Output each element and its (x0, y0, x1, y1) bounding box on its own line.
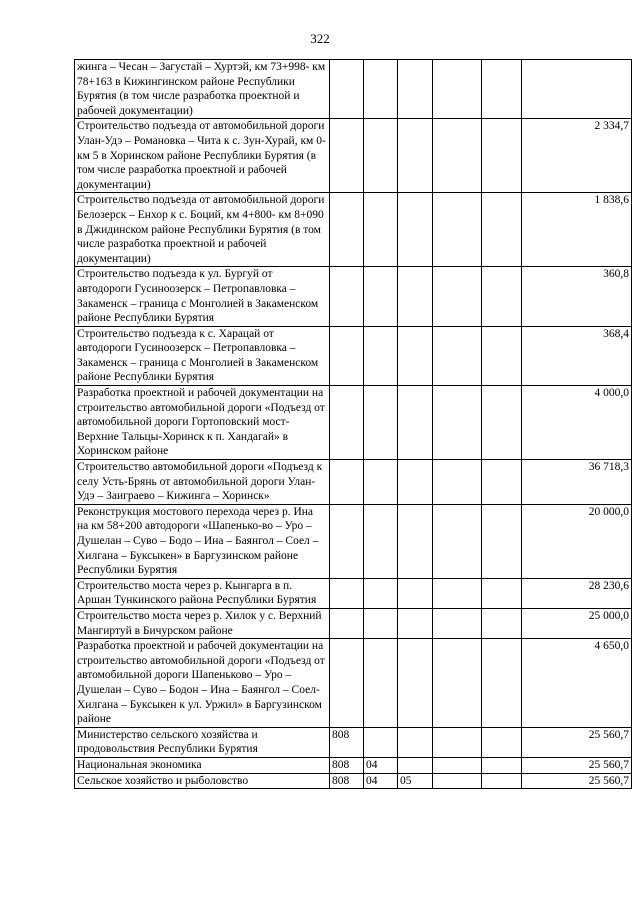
target-item-cell (433, 639, 482, 728)
expense-type-cell (482, 727, 522, 757)
table-row (75, 193, 632, 267)
row-description: Реконструкция мостового перехода через р. Ина на км 58+200 автодороги «Шапенько-во – Уро – Душелан – Суво – Бодо – Ина – Баянгол – Соел – Хилгана – Буксыкен» в Баргузинском районе Республики Бурятия (75, 504, 330, 578)
ministry-code-cell (330, 460, 364, 505)
ministry-code-cell (330, 326, 364, 385)
subsection-code-cell (398, 193, 433, 267)
ministry-code-cell (330, 386, 364, 460)
amount-cell: 1 838,6 (522, 193, 632, 267)
row-description: Строительство моста через р. Кынгарга в п. Аршан Тункинского района Республики Бурятия (75, 578, 330, 608)
ministry-code-cell (330, 608, 364, 638)
table-row (75, 608, 632, 638)
table-row (75, 727, 632, 757)
row-description: Строительство подъезда от автомобильной дороги Белозерск – Енхор к с. Боций, км 4+800- км 8+090 в Джидинском районе Республики Бурятия (в том числе разработка проектной и рабочей документации) (75, 193, 330, 267)
target-item-cell (433, 773, 482, 789)
table-row (75, 326, 632, 385)
section-code-cell (364, 639, 398, 728)
table-row (75, 578, 632, 608)
page-number: 322 (310, 31, 330, 46)
amount-cell: 36 718,3 (522, 460, 632, 505)
subsection-code-cell (398, 639, 433, 728)
amount-cell: 28 230,6 (522, 578, 632, 608)
amount-cell: 2 334,7 (522, 119, 632, 193)
ministry-code-cell: 808 (330, 727, 364, 757)
target-item-cell (433, 757, 482, 773)
table-row (75, 60, 632, 119)
section-code-cell (364, 727, 398, 757)
table-row (75, 119, 632, 193)
table-row (75, 460, 632, 505)
section-code-cell (364, 60, 398, 119)
target-item-cell (433, 608, 482, 638)
table-row (75, 267, 632, 326)
table-row (75, 386, 632, 460)
row-description: Национальная экономика (75, 757, 330, 773)
subsection-code-cell (398, 757, 433, 773)
amount-cell: 25 000,0 (522, 608, 632, 638)
subsection-code-cell (398, 60, 433, 119)
expense-type-cell (482, 119, 522, 193)
section-code-cell (364, 504, 398, 578)
section-code-cell: 04 (364, 757, 398, 773)
expense-type-cell (482, 639, 522, 728)
expense-type-cell (482, 773, 522, 789)
expense-type-cell (482, 757, 522, 773)
section-code-cell (364, 386, 398, 460)
table-row (75, 773, 632, 789)
ministry-code-cell (330, 119, 364, 193)
subsection-code-cell (398, 504, 433, 578)
expense-type-cell (482, 504, 522, 578)
expense-type-cell (482, 386, 522, 460)
amount-cell: 25 560,7 (522, 757, 632, 773)
amount-cell: 25 560,7 (522, 773, 632, 789)
target-item-cell (433, 504, 482, 578)
row-description: Разработка проектной и рабочей документации на строительство автомобильной дороги «Подъезд от автомобильной дороги Шапеньково – Уро – Душелан – Суво – Бодон – Ина – Баянгол – Соел-Хилгана – Буксыкен к ул. Уржил» в Баргузинском районе (75, 639, 330, 728)
section-code-cell: 04 (364, 773, 398, 789)
target-item-cell (433, 119, 482, 193)
expense-type-cell (482, 460, 522, 505)
target-item-cell (433, 386, 482, 460)
row-description: Строительство подъезда к ул. Бургуй от автодороги Гусиноозерск – Петропавловка – Закаменск – граница с Монголией в Закаменском районе Республики Бурятия (75, 267, 330, 326)
subsection-code-cell (398, 386, 433, 460)
row-description: Строительство моста через р. Хилок у с. Верхний Мангиртуй в Бичурском районе (75, 608, 330, 638)
target-item-cell (433, 460, 482, 505)
expense-type-cell (482, 193, 522, 267)
ministry-code-cell: 808 (330, 757, 364, 773)
budget-table (74, 59, 632, 789)
section-code-cell (364, 193, 398, 267)
expense-type-cell (482, 608, 522, 638)
section-code-cell (364, 578, 398, 608)
amount-cell: 4 650,0 (522, 639, 632, 728)
row-description: Строительство подъезда от автомобильной дороги Улан-Удэ – Романовка – Чита к с. Зун-Хурай, км 0- км 5 в Хоринском районе Республики Бурятия (в том числе разработка проектной и рабочей документации) (75, 119, 330, 193)
ministry-code-cell (330, 60, 364, 119)
subsection-code-cell (398, 267, 433, 326)
ministry-code-cell (330, 193, 364, 267)
target-item-cell (433, 193, 482, 267)
section-code-cell (364, 326, 398, 385)
table-row (75, 639, 632, 728)
ministry-code-cell (330, 578, 364, 608)
amount-cell: 4 000,0 (522, 386, 632, 460)
ministry-code-cell (330, 504, 364, 578)
row-description: Министерство сельского хозяйства и продовольствия Республики Бурятия (75, 727, 330, 757)
ministry-code-cell (330, 267, 364, 326)
expense-type-cell (482, 326, 522, 385)
section-code-cell (364, 119, 398, 193)
row-description: Строительство подъезда к с. Харацай от автодороги Гусиноозерск – Петропавловка – Закаменск – граница с Монголией в Закаменском районе Республики Бурятия (75, 326, 330, 385)
amount-cell: 360,8 (522, 267, 632, 326)
target-item-cell (433, 60, 482, 119)
amount-cell (522, 60, 632, 119)
row-description: Разработка проектной и рабочей документации на строительство автомобильной дороги «Подъезд от автомобильной дороги Гортоповский мост-Верхние Тальцы-Хоринск к п. Хандагай» в Хоринском районе (75, 386, 330, 460)
subsection-code-cell (398, 727, 433, 757)
amount-cell: 25 560,7 (522, 727, 632, 757)
table-row (75, 504, 632, 578)
section-code-cell (364, 460, 398, 505)
subsection-code-cell (398, 326, 433, 385)
table-row (75, 757, 632, 773)
row-description: Сельское хозяйство и рыболовство (75, 773, 330, 789)
amount-cell: 20 000,0 (522, 504, 632, 578)
row-description: жинга – Чесан – Загустай – Хуртэй, км 73+998- км 78+163 в Кижингинском районе Республики Бурятия (в том числе разработка проектной и рабочей документации) (75, 60, 330, 119)
section-code-cell (364, 608, 398, 638)
amount-cell: 368,4 (522, 326, 632, 385)
subsection-code-cell (398, 578, 433, 608)
expense-type-cell (482, 578, 522, 608)
subsection-code-cell (398, 119, 433, 193)
target-item-cell (433, 326, 482, 385)
subsection-code-cell: 05 (398, 773, 433, 789)
subsection-code-cell (398, 460, 433, 505)
expense-type-cell (482, 267, 522, 326)
expense-type-cell (482, 60, 522, 119)
section-code-cell (364, 267, 398, 326)
target-item-cell (433, 727, 482, 757)
ministry-code-cell (330, 639, 364, 728)
budget-table-body (75, 60, 632, 789)
target-item-cell (433, 267, 482, 326)
ministry-code-cell: 808 (330, 773, 364, 789)
subsection-code-cell (398, 608, 433, 638)
target-item-cell (433, 578, 482, 608)
row-description: Строительство автомобильной дороги «Подъезд к селу Усть-Брянь от автомобильной дороги Улан-Удэ – Заиграево – Кижинга – Хоринск» (75, 460, 330, 505)
